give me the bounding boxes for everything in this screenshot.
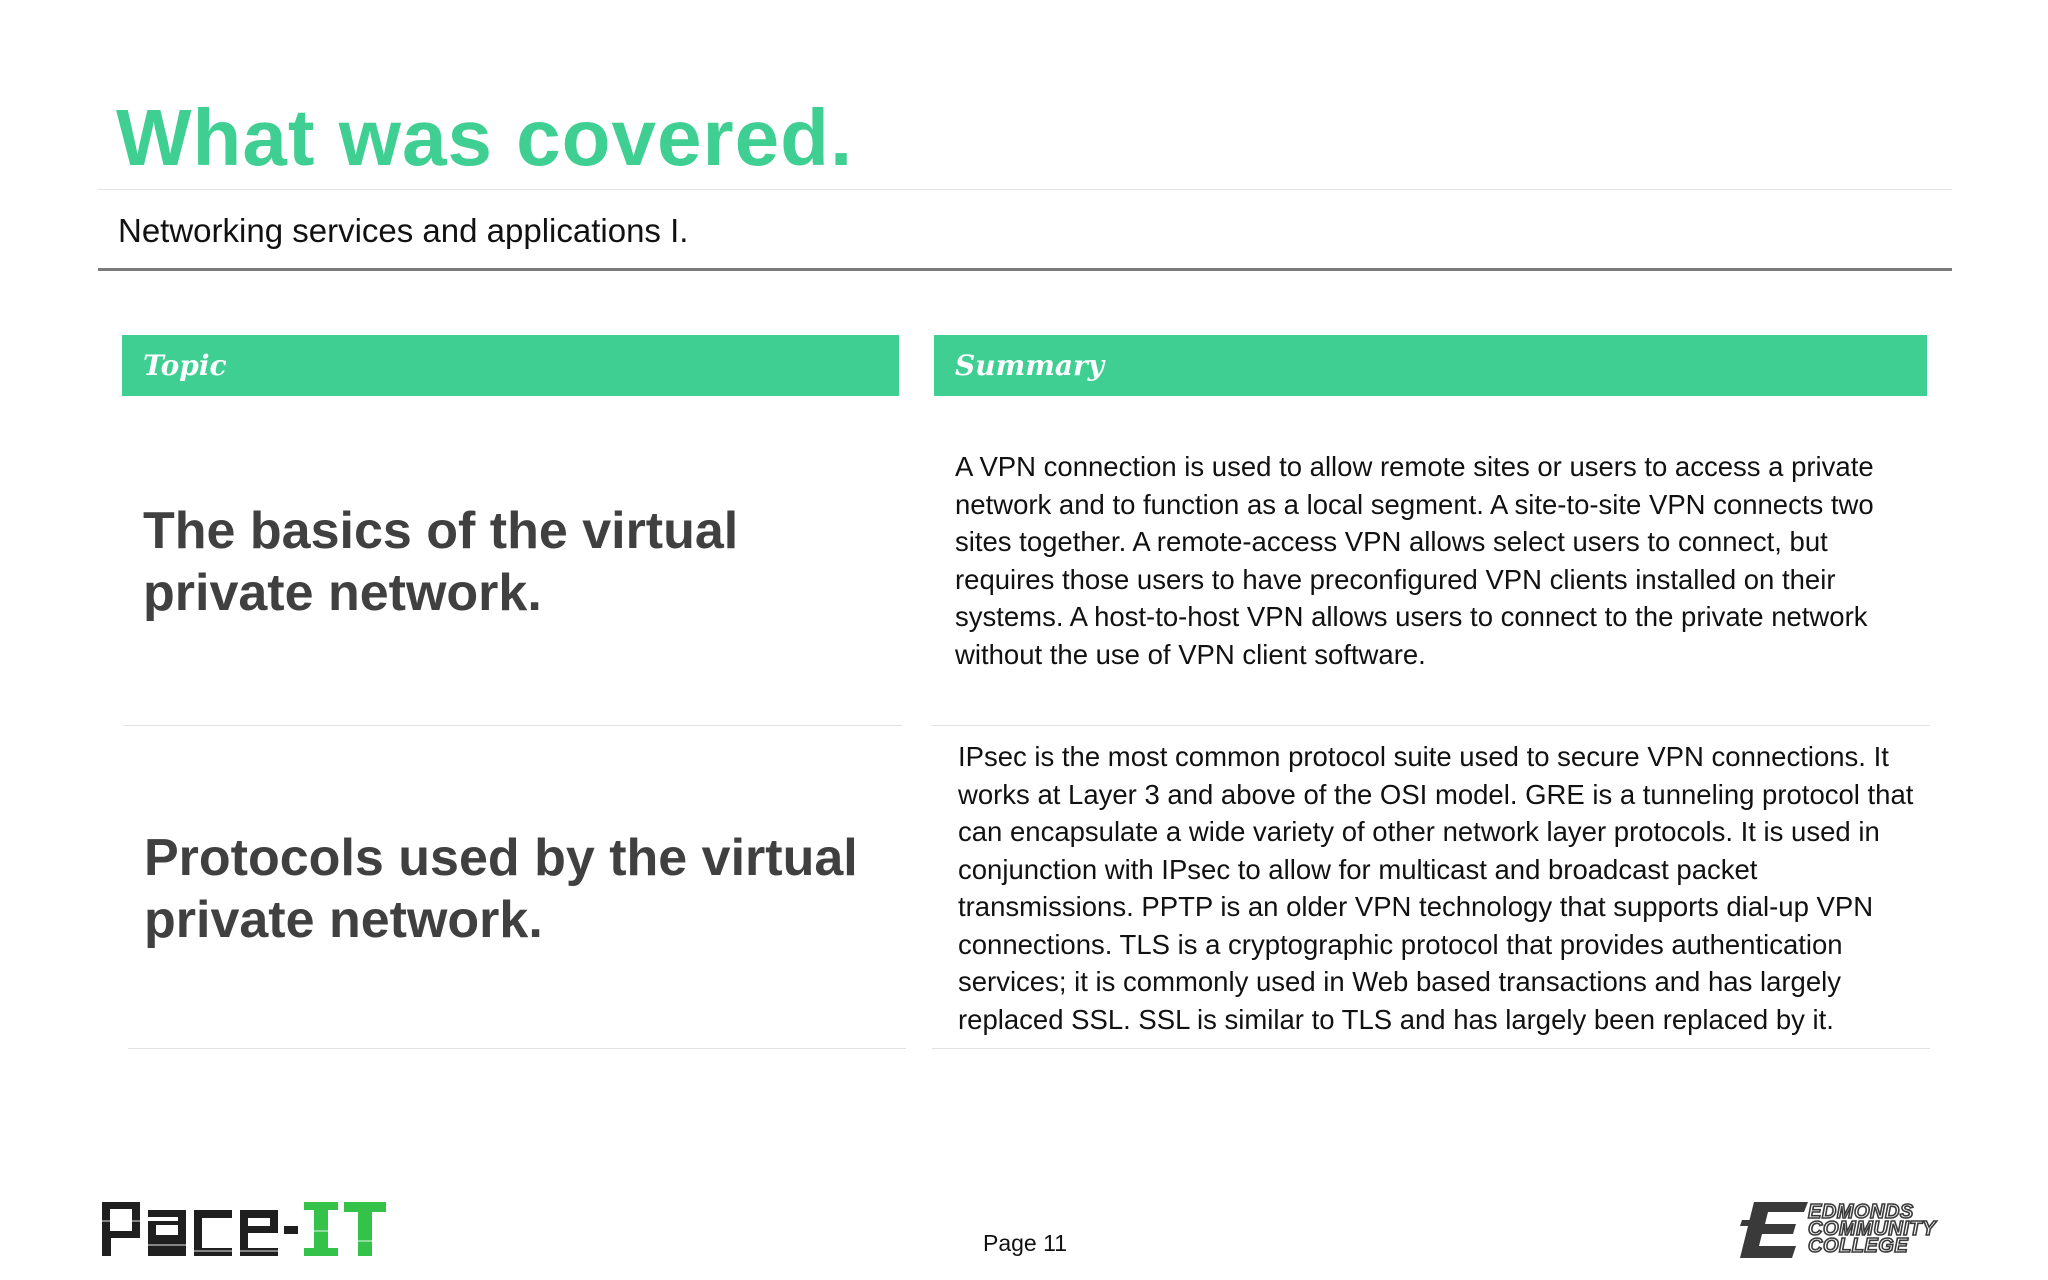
summary-cell: IPsec is the most common protocol suite used to secure VPN connections. It works at Layer 3 and above of the OSI model. GRE is a tunneling protocol that can encapsulate a wide variety of other network layer protocols. It is used in conjunction with IPsec to allow for multicast and broadcast packet transmissions. PPTP is an older VPN technology that supports dial-up VPN connections. TLS is a cryptographic protocol that provides authentication services; it is commonly used in Web based transactions and has largely replaced SSL. SSL is similar to TLS and has largely been replaced by it.: [958, 741, 1914, 1035]
page-number: Page 11: [983, 1230, 1067, 1256]
logo-line-1: EDMONDS: [1808, 1201, 1914, 1223]
table-header-topic: Topic: [122, 335, 899, 396]
edmonds-cc-wordmark: [1808, 1201, 1936, 1257]
pace-it-logo: [100, 1200, 390, 1265]
row-divider: [932, 725, 1930, 726]
summary-cell: A VPN connection is used to allow remote sites or users to access a private network and to function as a local segment. A site-to-site VPN connects two sites together. A remote-access VPN allows select users to connect, but requires those users to have preconfigured VPN clients installed on their systems. A host-to-host VPN allows users to connect to the private network without the use of VPN client software.: [955, 451, 1874, 670]
title-divider: [98, 189, 1952, 190]
row-divider: [124, 725, 902, 726]
table-header-summary: Summary: [934, 335, 1927, 396]
slide-subtitle: Networking services and applications I.: [118, 212, 689, 249]
edmonds-cc-emblem: [1740, 1202, 1810, 1258]
logo-line-2: COMMUNITY: [1808, 1218, 1936, 1240]
row-divider: [932, 1048, 1930, 1049]
topic-cell: The basics of the virtual private network.: [143, 502, 739, 622]
edmonds-cc-logo: [1740, 1200, 1950, 1260]
pace-it-logo-graphic: [100, 1200, 390, 1260]
logo-line-3: COLLEGE: [1808, 1235, 1909, 1257]
row-divider: [128, 1048, 906, 1049]
slide-title: What was covered.: [116, 93, 854, 182]
topic-cell: Protocols used by the virtual private network.: [144, 829, 858, 949]
subtitle-divider: [98, 268, 1952, 271]
